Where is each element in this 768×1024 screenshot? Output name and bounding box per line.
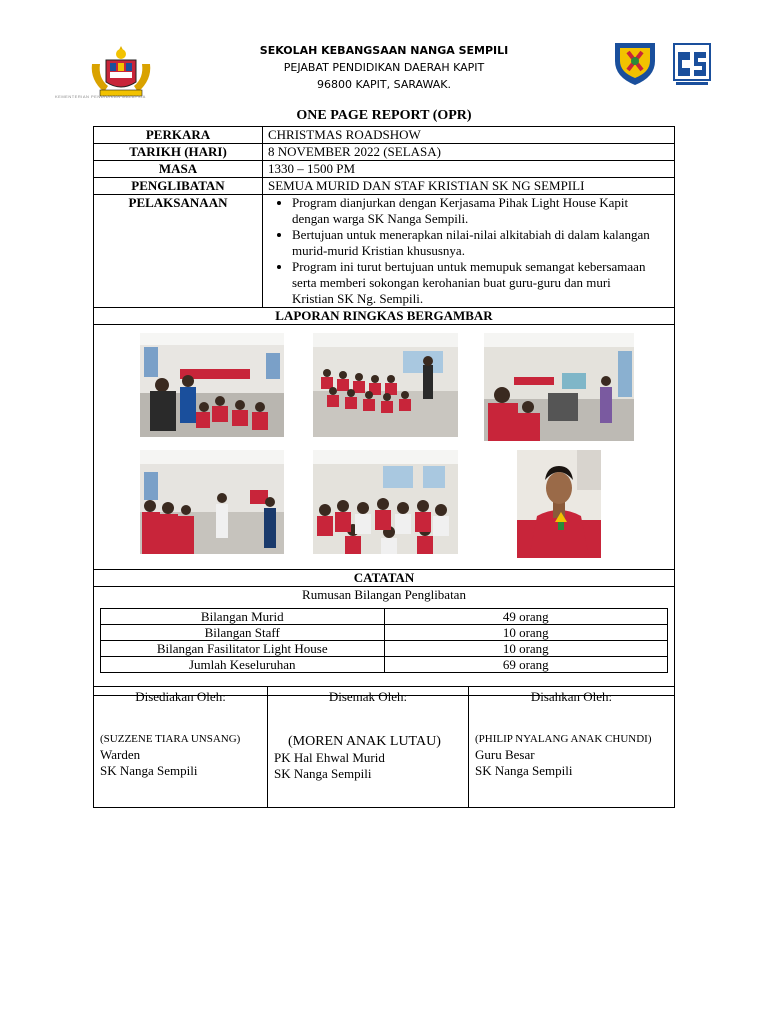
signature-role: Disahkan Oleh: (530, 689, 613, 704)
label-penglibatan: PENGLIBATAN (94, 178, 263, 195)
table-row (101, 641, 668, 657)
signatory-position: Guru Besar (475, 747, 535, 762)
event-photo-4 (140, 450, 284, 554)
stat-label: Bilangan Staff (101, 625, 385, 641)
participation-table (100, 608, 668, 673)
signatory-org: SK Nanga Sempili (475, 763, 573, 778)
value-penglibatan: SEMUA MURID DAN STAF KRISTIAN SK NG SEMPILI (263, 178, 675, 195)
signatory-position: Warden (100, 747, 141, 762)
pelaksanaan-list (268, 195, 654, 307)
value-pelaksanaan (263, 195, 675, 308)
signatory-name: (SUZZENE TIARA UNSANG) (100, 733, 241, 745)
event-photo-6 (517, 450, 601, 558)
signatory-org: SK Nanga Sempili (100, 763, 198, 778)
report-title: ONE PAGE REPORT (OPR) (296, 108, 472, 123)
value-perkara: CHRISTMAS ROADSHOW (263, 127, 675, 144)
row-photos (94, 325, 675, 570)
label-tarikh: TARIKH (HARI) (94, 144, 263, 161)
row-pelaksanaan (94, 195, 675, 308)
letterhead (0, 38, 768, 108)
signature-role: Disediakan Oleh: (135, 689, 226, 704)
signature-row (94, 687, 675, 808)
table-row (101, 657, 668, 673)
laporan-heading: LAPORAN RINGKAS BERGAMBAR (94, 308, 675, 325)
stat-value: 49 orang (384, 609, 668, 625)
signature-prepared (94, 687, 268, 808)
list-item: • Bertujuan untuk menerapkan nilai-nilai alkitabiah di dalam kalangan murid-murid Kristian khususnya. (292, 227, 654, 259)
education-office: PEJABAT PENDIDIKAN DAERAH KAPIT (283, 61, 485, 74)
school-name: SEKOLAH KEBANGSAAN NANGA SEMPILI (259, 44, 509, 57)
signature-checked (268, 687, 469, 808)
value-tarikh: 8 NOVEMBER 2022 (SELASA) (263, 144, 675, 161)
catatan-heading: CATATAN (94, 570, 675, 587)
event-photo-2 (313, 333, 458, 437)
table-row (101, 625, 668, 641)
label-pelaksanaan: PELAKSANAAN (94, 195, 263, 308)
row-masa (94, 161, 675, 178)
signature-table (93, 686, 675, 808)
signature-approved (469, 687, 675, 808)
row-perkara (94, 127, 675, 144)
stat-value: 10 orang (384, 641, 668, 657)
signatory-org: SK Nanga Sempili (274, 766, 372, 781)
signatory-position: PK Hal Ehwal Murid (274, 750, 385, 765)
row-catatan-heading (94, 570, 675, 587)
rumusan-subheading: Rumusan Bilangan Penglibatan (302, 587, 466, 602)
row-laporan-heading (94, 308, 675, 325)
signatory-position-block (274, 750, 385, 782)
signatory-position-block (100, 747, 198, 779)
list-item: • Program dianjurkan dengan Kerjasama Pihak Light House Kapit dengan warga SK Nanga Sempili. (292, 195, 654, 227)
stat-label: Jumlah Keseluruhan (101, 657, 385, 673)
row-penglibatan (94, 178, 675, 195)
stat-label: Bilangan Fasilitator Light House (101, 641, 385, 657)
district-education-logo-icon (672, 42, 712, 86)
stat-value: 69 orang (384, 657, 668, 673)
event-photo-3 (484, 333, 634, 441)
value-masa: 1330 – 1500 PM (263, 161, 675, 178)
list-item: • Program ini turut bertujuan untuk memupuk semangat kebersamaan serta memberi sokongan kerohanian buat guru-guru dan muri Kristian SK Ng. Sempili. (292, 259, 654, 307)
stat-value: 10 orang (384, 625, 668, 641)
label-masa: MASA (94, 161, 263, 178)
signatory-name: (MOREN ANAK LUTAU) (288, 734, 441, 749)
row-tarikh (94, 144, 675, 161)
signatory-position-block (475, 747, 573, 779)
school-shield-logo-icon (612, 40, 658, 86)
photo-gallery (94, 325, 675, 570)
stat-label: Bilangan Murid (101, 609, 385, 625)
school-address: 96800 KAPIT, SARAWAK. (317, 78, 451, 91)
signatory-name: (PHILIP NYALANG ANAK CHUNDI) (475, 733, 652, 745)
table-row (101, 609, 668, 625)
signature-role: Disemak Oleh: (328, 689, 408, 704)
label-perkara: PERKARA (94, 127, 263, 144)
event-photo-5 (313, 450, 458, 554)
event-photo-1 (140, 333, 284, 437)
crest-caption: KEMENTERIAN PENDIDIKAN MALAYSIA (55, 94, 146, 99)
